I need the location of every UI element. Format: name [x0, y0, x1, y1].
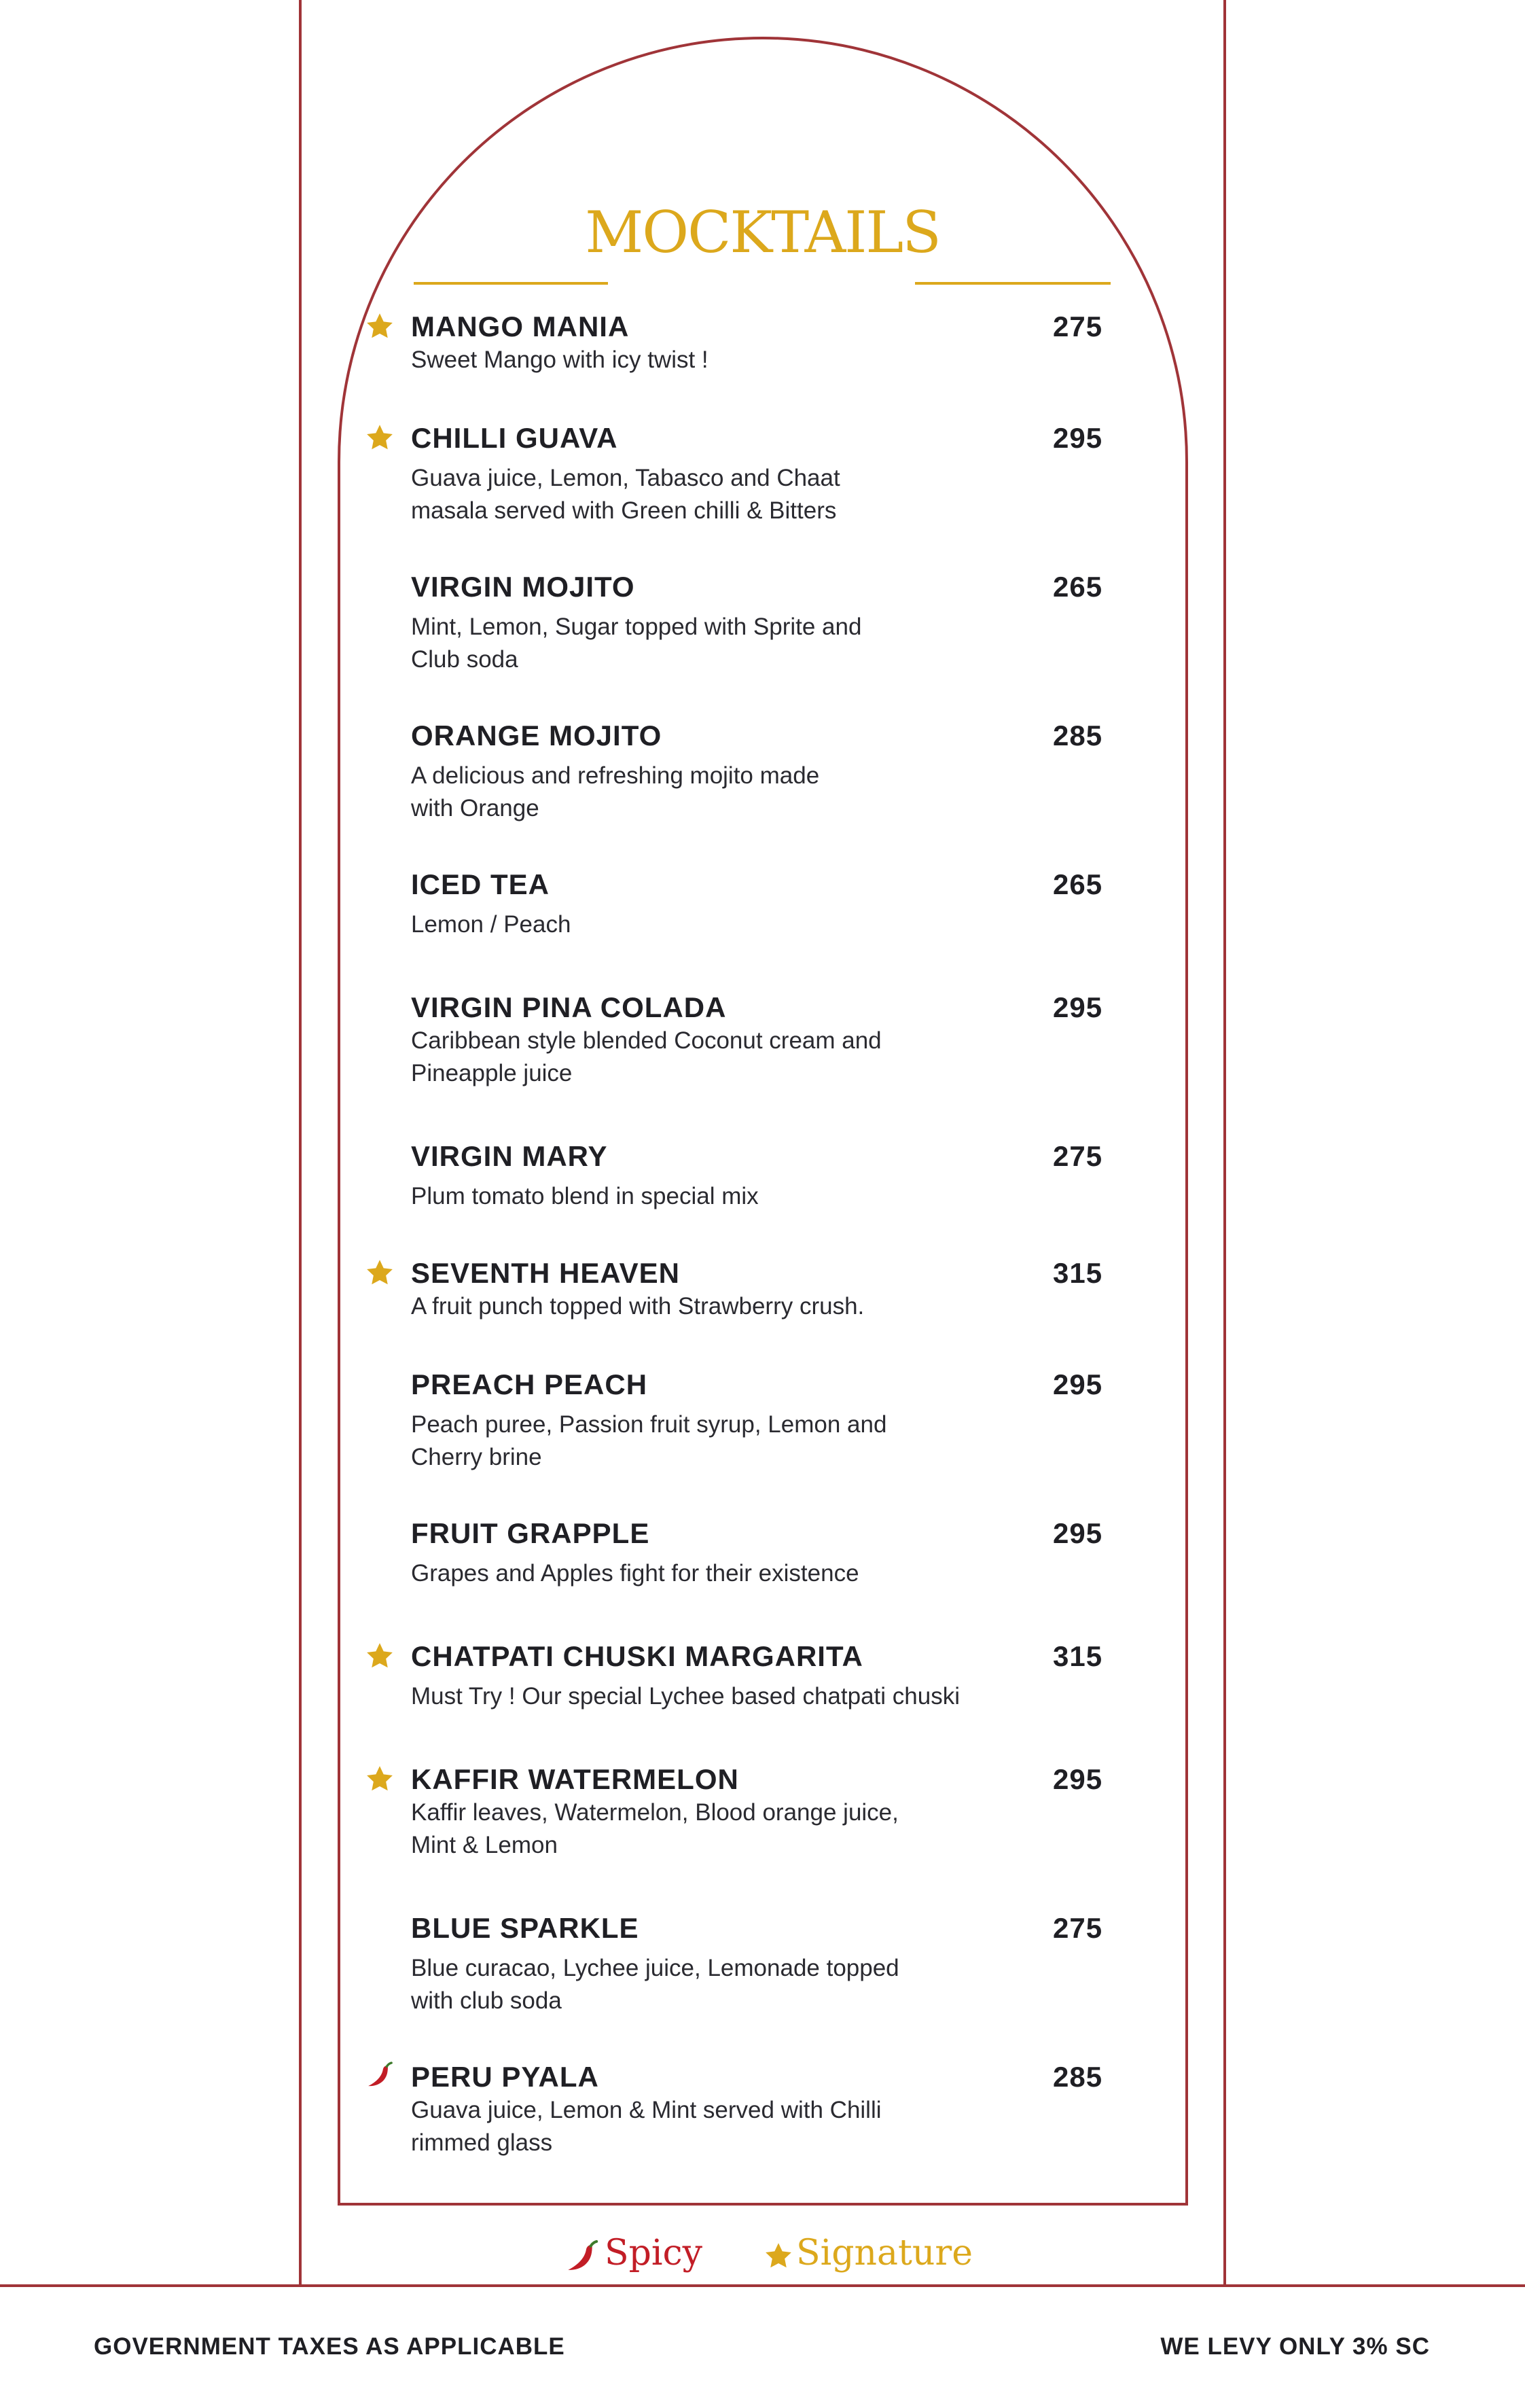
- item-description: A delicious and refreshing mojito made with Orange: [411, 762, 820, 821]
- page-title: MOCKTAILS: [585, 199, 940, 266]
- star-icon: [764, 2241, 793, 2271]
- item-description: Guava juice, Lemon & Mint served with Chilli rimmed glass: [411, 2097, 882, 2156]
- chilli-icon: [564, 2238, 600, 2275]
- item-name: VIRGIN MARY: [411, 1140, 608, 1172]
- item-price: 295: [1053, 991, 1103, 1023]
- star-icon: [365, 1641, 395, 1671]
- item-name: MANGO MANIA: [411, 311, 630, 342]
- item-description: Kaffir leaves, Watermelon, Blood orange juice, Mint & Lemon: [411, 1799, 899, 1858]
- legend-spicy: [564, 2231, 720, 2279]
- item-name: PREACH PEACH: [411, 1368, 648, 1400]
- item-name: BLUE SPARKLE: [411, 1912, 639, 1944]
- star-icon: [365, 311, 395, 341]
- item-description: Caribbean style blended Coconut cream and Pineapple juice: [411, 1027, 882, 1086]
- item-name: ORANGE MOJITO: [411, 720, 662, 751]
- item-name: KAFFIR WATERMELON: [411, 1763, 739, 1795]
- item-description: Mint, Lemon, Sugar topped with Sprite and Club soda: [411, 614, 862, 673]
- item-name: CHILLI GUAVA: [411, 422, 618, 454]
- item-description: Grapes and Apples fight for their existence: [411, 1560, 859, 1587]
- item-name: SEVENTH HEAVEN: [411, 1257, 680, 1289]
- item-price: 265: [1053, 868, 1103, 900]
- star-icon: [365, 1764, 395, 1794]
- item-price: 315: [1053, 1257, 1103, 1289]
- item-description: Blue curacao, Lychee juice, Lemonade topped with club soda: [411, 1955, 899, 2014]
- item-price: 285: [1053, 2061, 1103, 2093]
- item-price: 295: [1053, 1517, 1103, 1549]
- item-description: Peach puree, Passion fruit syrup, Lemon and Cherry brine: [411, 1411, 887, 1470]
- footer-service-charge-note: WE LEVY ONLY 3% SC: [1160, 2333, 1430, 2360]
- item-name: VIRGIN PINA COLADA: [411, 991, 727, 1023]
- item-price: 265: [1053, 571, 1103, 603]
- item-price: 295: [1053, 1763, 1103, 1795]
- legend-signature: [764, 2231, 973, 2279]
- item-description: Lemon / Peach: [411, 911, 571, 938]
- item-price: 295: [1053, 1368, 1103, 1400]
- item-price: 295: [1053, 422, 1103, 454]
- item-description: Plum tomato blend in special mix: [411, 1183, 759, 1209]
- item-name: CHATPATI CHUSKI MARGARITA: [411, 1640, 863, 1672]
- item-name: FRUIT GRAPPLE: [411, 1517, 650, 1549]
- legend-signature-label: Signature: [796, 2233, 973, 2273]
- item-description: A fruit punch topped with Strawberry crush.: [411, 1293, 865, 1320]
- item-price: 315: [1053, 1640, 1103, 1672]
- item-name: ICED TEA: [411, 868, 550, 900]
- footer-taxes-note: GOVERNMENT TAXES AS APPLICABLE: [94, 2333, 565, 2360]
- item-description: Sweet Mango with icy twist !: [411, 347, 708, 373]
- chilli-icon: [365, 2060, 395, 2090]
- item-price: 275: [1053, 1140, 1103, 1172]
- item-price: 275: [1053, 311, 1103, 342]
- item-price: 285: [1053, 720, 1103, 751]
- item-price: 275: [1053, 1912, 1103, 1944]
- star-icon: [365, 1258, 395, 1288]
- star-icon: [365, 423, 395, 453]
- item-name: VIRGIN MOJITO: [411, 571, 635, 603]
- item-name: PERU PYALA: [411, 2061, 599, 2093]
- item-description: Guava juice, Lemon, Tabasco and Chaat masala served with Green chilli & Bitters: [411, 465, 840, 524]
- legend-spicy-label: Spicy: [605, 2233, 703, 2273]
- item-description: Must Try ! Our special Lychee based chatpati chuski: [411, 1683, 960, 1710]
